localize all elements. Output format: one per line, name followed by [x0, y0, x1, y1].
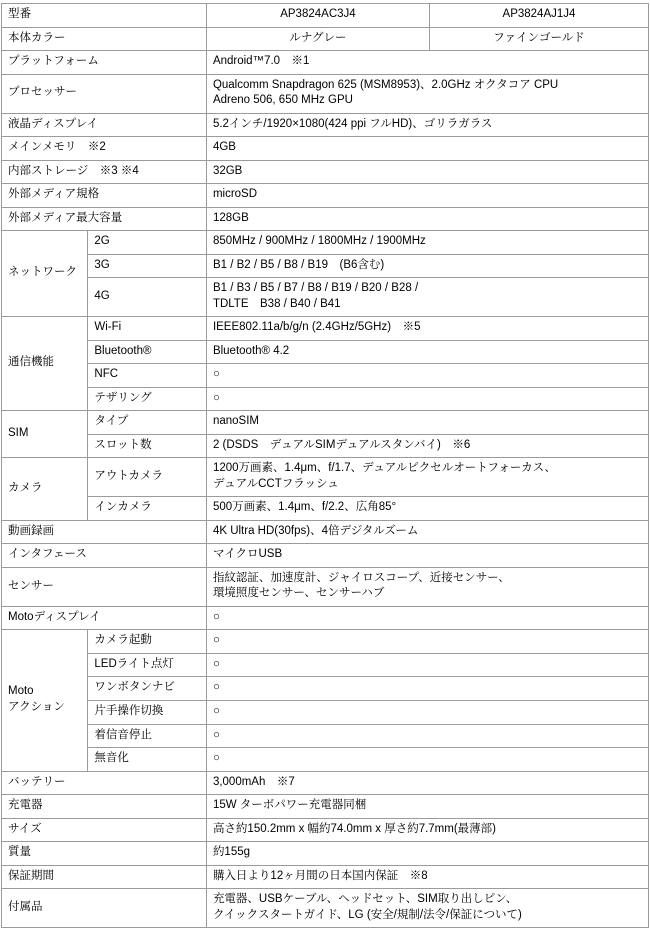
table-row	[2, 865, 649, 889]
table-row	[2, 567, 649, 606]
row-value-line: Qualcomm Snapdragon 625 (MSM8953)、2.0GHz オクタコア CPU	[212, 78, 559, 91]
row-value-line: クイックスタートガイド、LG (安全/規制/法令/保証について)	[212, 908, 522, 921]
row-sublabel: アウトカメラ	[88, 458, 207, 497]
table-row	[2, 724, 649, 748]
table-row	[2, 795, 649, 819]
row-value: 32GB	[206, 160, 648, 184]
row-value: 500万画素、1.4μm、f/2.2、広角85°	[206, 497, 648, 521]
row-value: 850MHz / 900MHz / 1800MHz / 1900MHz	[206, 231, 648, 255]
row-sublabel: テザリング	[88, 387, 207, 411]
row-value-line: 充電器、USBケーブル、ヘッドセット、SIM取り出しピン、	[212, 893, 518, 906]
row-value: ○	[206, 387, 648, 411]
row-label: 外部メディア規格	[2, 184, 207, 208]
row-value: ○	[206, 364, 648, 388]
row-label: 充電器	[2, 795, 207, 819]
row-label: Motoディスプレイ	[2, 606, 207, 630]
table-row	[2, 434, 649, 458]
table-row	[2, 340, 649, 364]
row-value: 2 (DSDS デュアルSIMデュアルスタンバイ) ※6	[206, 434, 648, 458]
row-sublabel: Wi-Fi	[88, 317, 207, 341]
row-label: 動画録画	[2, 520, 207, 544]
row-value: Android™7.0 ※1	[206, 51, 648, 75]
row-label: 型番	[2, 4, 207, 28]
row-label: 付属品	[2, 889, 207, 928]
row-value: 4GB	[206, 137, 648, 161]
row-value: ○	[206, 653, 648, 677]
table-row	[2, 317, 649, 341]
table-row	[2, 387, 649, 411]
table-row	[2, 4, 649, 28]
row-value: 約155g	[206, 842, 648, 866]
row-label: 内部ストレージ ※3 ※4	[2, 160, 207, 184]
row-value: AP3824AC3J4	[206, 4, 429, 28]
row-value: microSD	[206, 184, 648, 208]
row-value: ○	[206, 606, 648, 630]
row-value: IEEE802.11a/b/g/n (2.4GHz/5GHz) ※5	[206, 317, 648, 341]
row-sublabel: スロット数	[88, 434, 207, 458]
row-value: AP3824AJ1J4	[429, 4, 648, 28]
row-value: 128GB	[206, 207, 648, 231]
row-value-line: TDLTE B38 / B40 / B41	[212, 297, 341, 310]
row-label: プラットフォーム	[2, 51, 207, 75]
row-sublabel: ワンボタンナビ	[88, 677, 207, 701]
table-row	[2, 74, 649, 113]
table-row	[2, 160, 649, 184]
row-label	[2, 630, 88, 771]
row-label: バッテリー	[2, 771, 207, 795]
table-row	[2, 458, 649, 497]
row-sublabel: 着信音停止	[88, 724, 207, 748]
table-row	[2, 411, 649, 435]
row-value-line: Adreno 506, 650 MHz GPU	[212, 94, 353, 107]
table-row	[2, 677, 649, 701]
row-sublabel: 2G	[88, 231, 207, 255]
row-sublabel: 片手操作切換	[88, 700, 207, 724]
row-sublabel: NFC	[88, 364, 207, 388]
row-sublabel: LEDライト点灯	[88, 653, 207, 677]
row-sublabel: 4G	[88, 278, 207, 317]
table-row	[2, 748, 649, 772]
row-value	[206, 278, 648, 317]
row-sublabel: インカメラ	[88, 497, 207, 521]
row-label: センサー	[2, 567, 207, 606]
row-value	[206, 567, 648, 606]
row-value	[206, 889, 648, 928]
row-value: 購入日より12ヶ月間の日本国内保証 ※8	[206, 865, 648, 889]
row-value: 4K Ultra HD(30fps)、4倍デジタルズーム	[206, 520, 648, 544]
row-value: nanoSIM	[206, 411, 648, 435]
table-row	[2, 606, 649, 630]
table-row	[2, 889, 649, 928]
row-value: ○	[206, 677, 648, 701]
specification-table	[1, 3, 649, 928]
row-value-line: 指紋認証、加速度計、ジャイロスコープ、近接センサー、	[212, 571, 510, 584]
row-value: B1 / B2 / B5 / B8 / B19 (B6含む)	[206, 254, 648, 278]
row-label-line: Moto	[8, 685, 34, 698]
table-row	[2, 137, 649, 161]
row-sublabel: 3G	[88, 254, 207, 278]
table-row	[2, 364, 649, 388]
row-value: 5.2インチ/1920×1080(424 ppi フルHD)、ゴリラガラス	[206, 113, 648, 137]
table-row	[2, 254, 649, 278]
row-label: 通信機能	[2, 317, 88, 411]
row-value-line: デュアルCCTフラッシュ	[212, 477, 339, 490]
row-value-line: B1 / B3 / B5 / B7 / B8 / B19 / B20 / B28 /	[212, 282, 419, 295]
row-value: ○	[206, 700, 648, 724]
row-value: Bluetooth® 4.2	[206, 340, 648, 364]
row-value	[206, 74, 648, 113]
row-value: ○	[206, 724, 648, 748]
row-label: メインメモリ ※2	[2, 137, 207, 161]
table-row	[2, 184, 649, 208]
row-value: 高さ約150.2mm x 幅約74.0mm x 厚さ約7.7mm(最薄部)	[206, 818, 648, 842]
row-value: 15W ターボパワー充電器同梱	[206, 795, 648, 819]
row-value: ○	[206, 630, 648, 654]
table-row	[2, 497, 649, 521]
table-row	[2, 113, 649, 137]
row-label: ネットワーク	[2, 231, 88, 317]
row-label: サイズ	[2, 818, 207, 842]
table-row	[2, 771, 649, 795]
row-label: 質量	[2, 842, 207, 866]
row-value-line: 1200万画素、1.4μm、f/1.7、デュアルピクセルオートフォーカス、	[212, 462, 556, 475]
row-label: SIM	[2, 411, 88, 458]
row-value: 3,000mAh ※7	[206, 771, 648, 795]
table-row	[2, 231, 649, 255]
row-value-line: 環境照度センサー、センサーハブ	[212, 587, 385, 600]
row-label: インタフェース	[2, 544, 207, 568]
row-value	[206, 458, 648, 497]
row-sublabel: タイプ	[88, 411, 207, 435]
row-label: 保証期間	[2, 865, 207, 889]
table-row	[2, 207, 649, 231]
table-row	[2, 700, 649, 724]
table-row	[2, 653, 649, 677]
row-value: マイクロUSB	[206, 544, 648, 568]
row-sublabel: Bluetooth®	[88, 340, 207, 364]
row-sublabel: カメラ起動	[88, 630, 207, 654]
row-value: ルナグレー	[206, 27, 429, 51]
row-label-line: アクション	[8, 700, 65, 713]
table-row	[2, 278, 649, 317]
spec-sheet	[0, 3, 650, 928]
table-row	[2, 842, 649, 866]
table-row	[2, 818, 649, 842]
table-row	[2, 27, 649, 51]
row-label: 外部メディア最大容量	[2, 207, 207, 231]
row-label: 本体カラー	[2, 27, 207, 51]
table-row	[2, 544, 649, 568]
table-row	[2, 630, 649, 654]
table-row	[2, 51, 649, 75]
row-label: カメラ	[2, 458, 88, 521]
row-value: ○	[206, 748, 648, 772]
row-label: プロセッサー	[2, 74, 207, 113]
table-row	[2, 520, 649, 544]
row-label: 液晶ディスプレイ	[2, 113, 207, 137]
row-value: ファインゴールド	[429, 27, 648, 51]
row-sublabel: 無音化	[88, 748, 207, 772]
